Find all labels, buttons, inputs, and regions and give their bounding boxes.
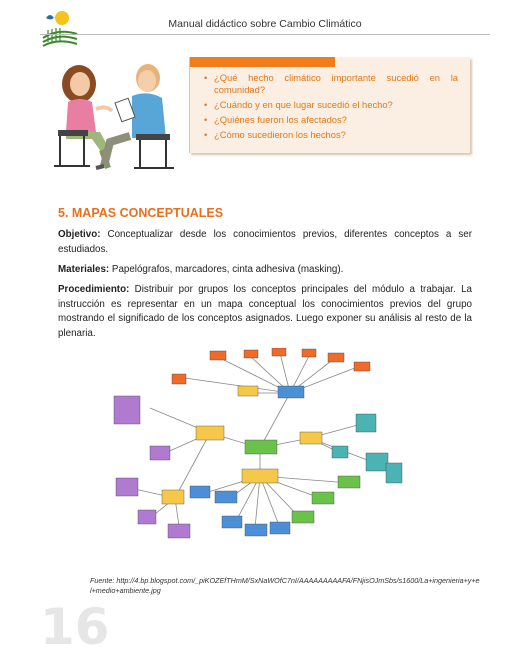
materiales-paragraph	[58, 263, 472, 278]
materiales-text: Papelógrafos, marcadores, cinta adhesiva (masking).	[109, 264, 344, 275]
objetivo-paragraph	[58, 228, 472, 257]
materiales-label: Materiales:	[58, 264, 110, 275]
procedimiento-text: Distribuir por grupos los conceptos principales del módulo a trabajar. La instrucción es representar en un mapa conceptual los conocimientos previos del grupo mostrando el significado de los conceptos asignados. Luego exponer su análisis al resto de la plenaria.	[58, 284, 472, 339]
list-item: • ¿Quiénes fueron los afectados?	[204, 114, 347, 125]
page-number: 16	[40, 598, 110, 656]
list-item: • ¿Cómo sucedieron los hechos?	[204, 129, 346, 140]
list-item: • ¿Qué hecho climático importante sucedió en la comunidad?	[204, 72, 458, 95]
concept-map-image	[110, 348, 412, 554]
procedimiento-label: Procedimiento:	[58, 284, 130, 295]
two-people-interview-icon	[44, 54, 184, 184]
section-title: 5. MAPAS CONCEPTUALES	[58, 206, 224, 220]
questions-box-accent-bar	[190, 57, 335, 67]
questions-box	[189, 57, 470, 153]
list-item: • ¿Cuándo y en que lugar sucedió el hecho?	[204, 99, 393, 110]
objetivo-label: Objetivo:	[58, 229, 101, 240]
header-title: Manual didáctico sobre Cambio Climático	[168, 18, 362, 30]
image-source-caption: Fuente: http://4.bp.blogspot.com/_piKOZEfTHmM/SxNaWOfC7nI/AAAAAAAAAFA/FNjisOJmSbs/s1600/La+ingenieria+y+el+medio+ambiente.jpg	[90, 576, 480, 595]
objetivo-text: Conceptualizar desde los conocimientos previos, diferentes conceptos a ser estudiados.	[58, 229, 472, 255]
header-divider	[40, 34, 490, 35]
procedimiento-paragraph	[58, 283, 472, 341]
questions-list	[204, 72, 458, 144]
